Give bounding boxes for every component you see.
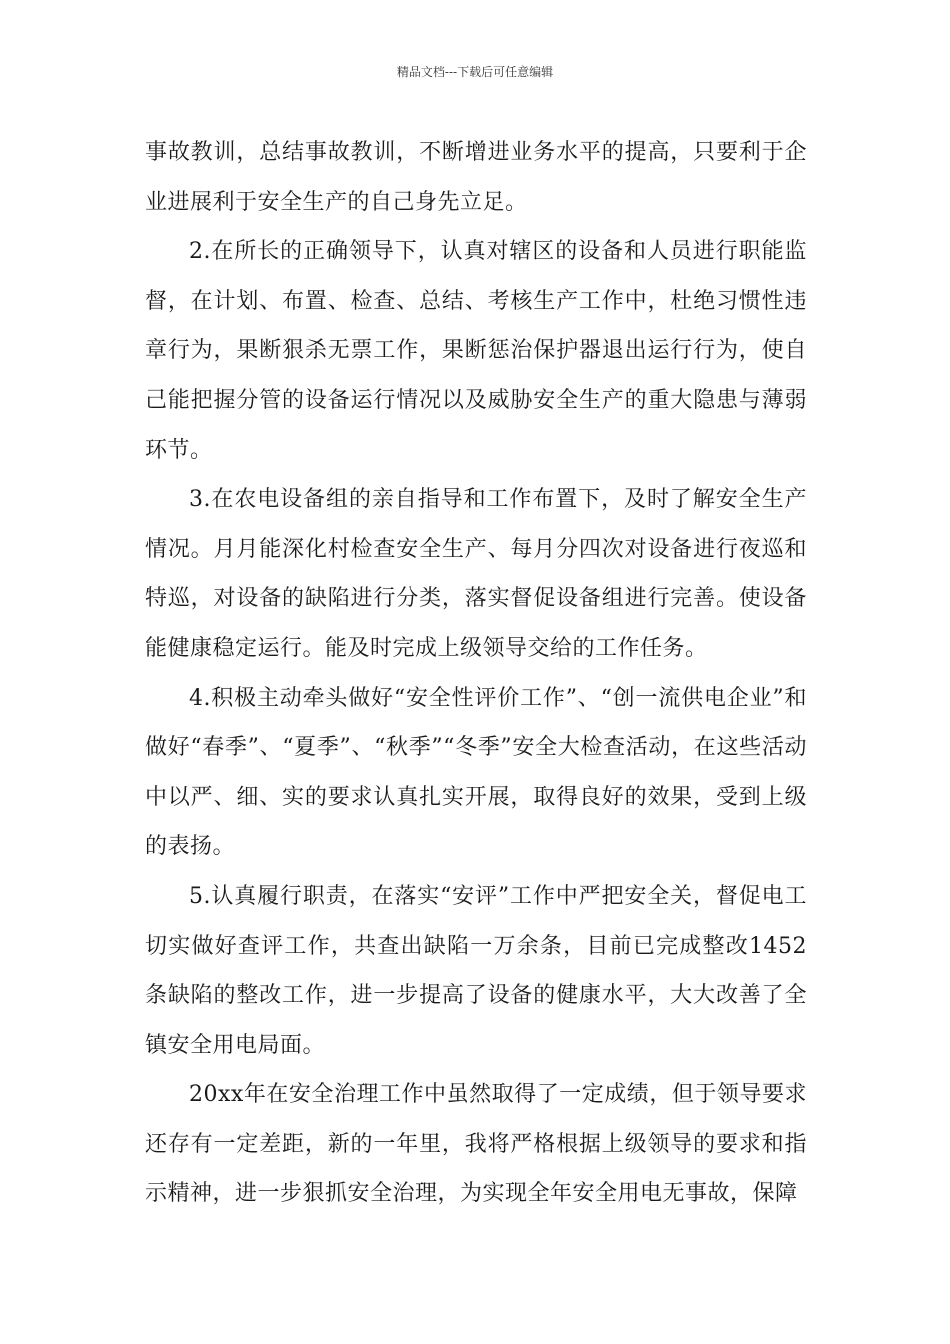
paragraph-continuation: 事故教训，总结事故教训，不断增进业务水平的提高，只要利于企业进展利于安全生产的自己身先立足。 — [145, 140, 807, 215]
paragraph-item-3: 3.在农电设备组的亲自指导和工作布置下，及时了解安全生产情况。月月能深化村检查安全生产、每月分四次对设备进行夜巡和特巡，对设备的缺陷进行分类，落实督促设备组进行完善。使设备能健康稳定运行。能及时完成上级领导交给的工作任务。 — [145, 487, 807, 661]
page-header: 精品文档---下载后可任意编辑 — [396, 65, 554, 79]
paragraph-item-5: 5.认真履行职责，在落实“安评”工作中严把安全关，督促电工切实做好查评工作，共查出缺陷一万余条，目前已完成整改1452条缺陷的整改工作，进一步提高了设备的健康水平，大大改善了全镇安全用电局面。 — [145, 883, 807, 1058]
paragraph-item-2: 2.在所长的正确领导下，认真对辖区的设备和人员进行职能监督，在计划、布置、检查、总结、考核生产工作中，杜绝习惯性违章行为，果断狠杀无票工作，果断惩治保护器退出运行行为，使自己能把握分管的设备运行情况以及威胁安全生产的重大隐患与薄弱环节。 — [145, 239, 807, 463]
paragraph-summary: 20xx年在安全治理工作中虽然取得了一定成绩，但于领导要求还存有一定差距，新的一年里，我将严格根据上级领导的要求和指示精神，进一步狠抓安全治理，为实现全年安全用电无事故，保障 — [145, 1082, 807, 1207]
document-body — [145, 128, 807, 1219]
paragraph-item-4: 4.积极主动牵头做好“安全性评价工作”、“创一流供电企业”和做好“春季”、“夏季”、“秋季”“冬季”安全大检查活动，在这些活动中以严、细、实的要求认真扎实开展，取得良好的效果，受到上级的表扬。 — [145, 685, 807, 860]
